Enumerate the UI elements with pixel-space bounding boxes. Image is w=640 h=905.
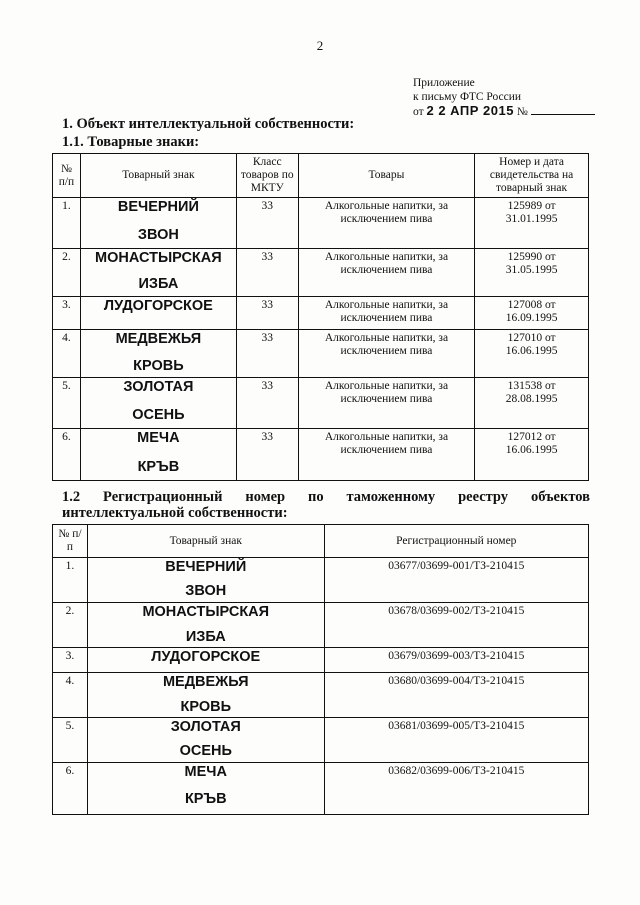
header-number: № п/п	[53, 525, 88, 558]
trademark-word-1: ЛУДОГОРСКОЕ	[103, 298, 213, 314]
trademark-cell	[80, 330, 236, 378]
trademark-word-2: ЗВОН	[137, 227, 179, 243]
number-sign: №	[516, 106, 528, 118]
goods-cell: Алкогольные напитки, за исключением пива	[298, 297, 474, 330]
row-number: 5.	[53, 378, 81, 429]
registration-number: 03682/03699-006/ТЗ-210415	[324, 763, 588, 815]
registration-table	[52, 524, 589, 815]
certificate-number: 125989 от	[507, 200, 556, 212]
row-number: 4.	[53, 673, 88, 718]
row-number: 6.	[53, 429, 81, 481]
table-header-row	[53, 154, 589, 198]
goods-cell: Алкогольные напитки, за исключением пива	[298, 378, 474, 429]
trademark-word-1: МОНАСТЫРСКАЯ	[142, 604, 270, 620]
table-row	[53, 429, 589, 481]
class-cell: 33	[236, 198, 298, 249]
goods-cell: Алкогольные напитки, за исключением пива	[298, 249, 474, 297]
row-number: 1.	[53, 558, 88, 603]
certificate-cell	[475, 198, 589, 249]
registration-number: 03677/03699-001/ТЗ-210415	[324, 558, 588, 603]
row-number: 3.	[53, 297, 81, 330]
certificate-number: 127010 от	[507, 332, 556, 344]
table-row	[53, 249, 589, 297]
trademark-word-2: КРЪВ	[184, 791, 227, 807]
trademark-cell	[80, 249, 236, 297]
certificate-number: 131538 от	[507, 380, 556, 392]
header-registration-number: Регистрационный номер	[324, 525, 588, 558]
trademark-cell	[87, 763, 324, 815]
table-header-row	[53, 525, 589, 558]
registration-number: 03678/03699-002/ТЗ-210415	[324, 603, 588, 648]
certificate-number: 127008 от	[507, 299, 556, 311]
header-trademark: Товарный знак	[87, 525, 324, 558]
row-number: 5.	[53, 718, 88, 763]
certificate-date: 31.05.1995	[505, 264, 558, 276]
trademark-word-1: МЕЧА	[184, 764, 227, 780]
table-row	[53, 330, 589, 378]
number-blank	[531, 104, 595, 115]
certificate-date: 28.08.1995	[505, 393, 558, 405]
goods-cell: Алкогольные напитки, за исключением пива	[298, 330, 474, 378]
certificate-date: 16.06.1995	[505, 345, 558, 357]
registration-number: 03679/03699-003/ТЗ-210415	[324, 648, 588, 673]
class-cell: 33	[236, 429, 298, 481]
trademark-word-2: ИЗБА	[138, 276, 179, 292]
trademark-cell	[87, 718, 324, 763]
section-1-title: 1. Объект интеллектуальной собственности:	[62, 116, 355, 132]
table-row	[53, 378, 589, 429]
table-row	[53, 673, 589, 718]
certificate-cell	[475, 297, 589, 330]
section-1-2-title: 1.2 Регистрационный номер по таможенному реестру объектов интеллектуальной собственности:	[62, 489, 590, 521]
date-stamp: 2 2 АПР 2015	[426, 103, 514, 118]
row-number: 2.	[53, 249, 81, 297]
trademark-word-1: ВЕЧЕРНИЙ	[165, 559, 247, 575]
trademark-cell	[80, 297, 236, 330]
class-cell: 33	[236, 249, 298, 297]
trademark-cell	[87, 673, 324, 718]
table-row	[53, 763, 589, 815]
table-row	[53, 297, 589, 330]
trademark-word-1: ВЕЧЕРНИЙ	[117, 199, 199, 215]
trademark-word-2: ОСЕНЬ	[179, 743, 232, 759]
row-number: 1.	[53, 198, 81, 249]
class-cell: 33	[236, 378, 298, 429]
header-number: № п/п	[53, 154, 81, 198]
trademark-cell	[80, 198, 236, 249]
goods-cell: Алкогольные напитки, за исключением пива	[298, 198, 474, 249]
trademark-cell	[80, 429, 236, 481]
row-number: 6.	[53, 763, 88, 815]
trademark-word-1: МЕДВЕЖЬЯ	[162, 674, 249, 690]
certificate-cell	[475, 330, 589, 378]
row-number: 3.	[53, 648, 88, 673]
certificate-date: 16.09.1995	[505, 312, 558, 324]
trademark-word-2: ИЗБА	[185, 629, 226, 645]
trademark-word-1: ЗОЛОТАЯ	[170, 719, 241, 735]
table-row	[53, 718, 589, 763]
header-class: Класс товаров по МКТУ	[236, 154, 298, 198]
trademark-word-1: ЗОЛОТАЯ	[123, 379, 194, 395]
trademark-word-1: МЕДВЕЖЬЯ	[115, 331, 202, 347]
appendix-from: от	[413, 106, 424, 118]
trademark-word-1: ЛУДОГОРСКОЕ	[151, 649, 261, 665]
trademark-cell	[80, 378, 236, 429]
row-number: 2.	[53, 603, 88, 648]
class-cell: 33	[236, 330, 298, 378]
header-goods: Товары	[298, 154, 474, 198]
trademarks-table	[52, 153, 589, 481]
table-row	[53, 603, 589, 648]
certificate-cell	[475, 429, 589, 481]
certificate-number: 125990 от	[507, 251, 556, 263]
trademark-word-2: ЗВОН	[185, 583, 227, 599]
certificate-cell	[475, 378, 589, 429]
page-number: 2	[316, 38, 324, 53]
class-cell: 33	[236, 297, 298, 330]
section-1-1-title: 1.1. Товарные знаки:	[62, 134, 200, 150]
certificate-cell	[475, 249, 589, 297]
header-trademark: Товарный знак	[80, 154, 236, 198]
appendix-line-1: Приложение	[413, 77, 475, 89]
appendix-line-2: к письму ФТС России	[413, 91, 522, 103]
appendix-line-3	[413, 104, 595, 119]
trademark-word-2: ОСЕНЬ	[132, 407, 185, 423]
registration-number: 03681/03699-005/ТЗ-210415	[324, 718, 588, 763]
goods-cell: Алкогольные напитки, за исключением пива	[298, 429, 474, 481]
certificate-number: 127012 от	[507, 431, 556, 443]
trademark-word-1: МЕЧА	[137, 430, 180, 446]
trademark-cell	[87, 558, 324, 603]
table-row	[53, 648, 589, 673]
registration-number: 03680/03699-004/ТЗ-210415	[324, 673, 588, 718]
table-row	[53, 558, 589, 603]
table-row	[53, 198, 589, 249]
trademark-word-2: КРОВЬ	[180, 699, 232, 715]
certificate-date: 31.01.1995	[505, 213, 558, 225]
trademark-cell	[87, 603, 324, 648]
trademark-word-2: КРОВЬ	[133, 358, 184, 374]
appendix-block	[413, 76, 595, 119]
trademark-cell	[87, 648, 324, 673]
header-certificate: Номер и дата свидетельства на товарный знак	[475, 154, 589, 198]
certificate-date: 16.06.1995	[505, 444, 558, 456]
trademark-word-2: КРЪВ	[137, 459, 180, 475]
trademark-word-1: МОНАСТЫРСКАЯ	[95, 250, 222, 266]
row-number: 4.	[53, 330, 81, 378]
